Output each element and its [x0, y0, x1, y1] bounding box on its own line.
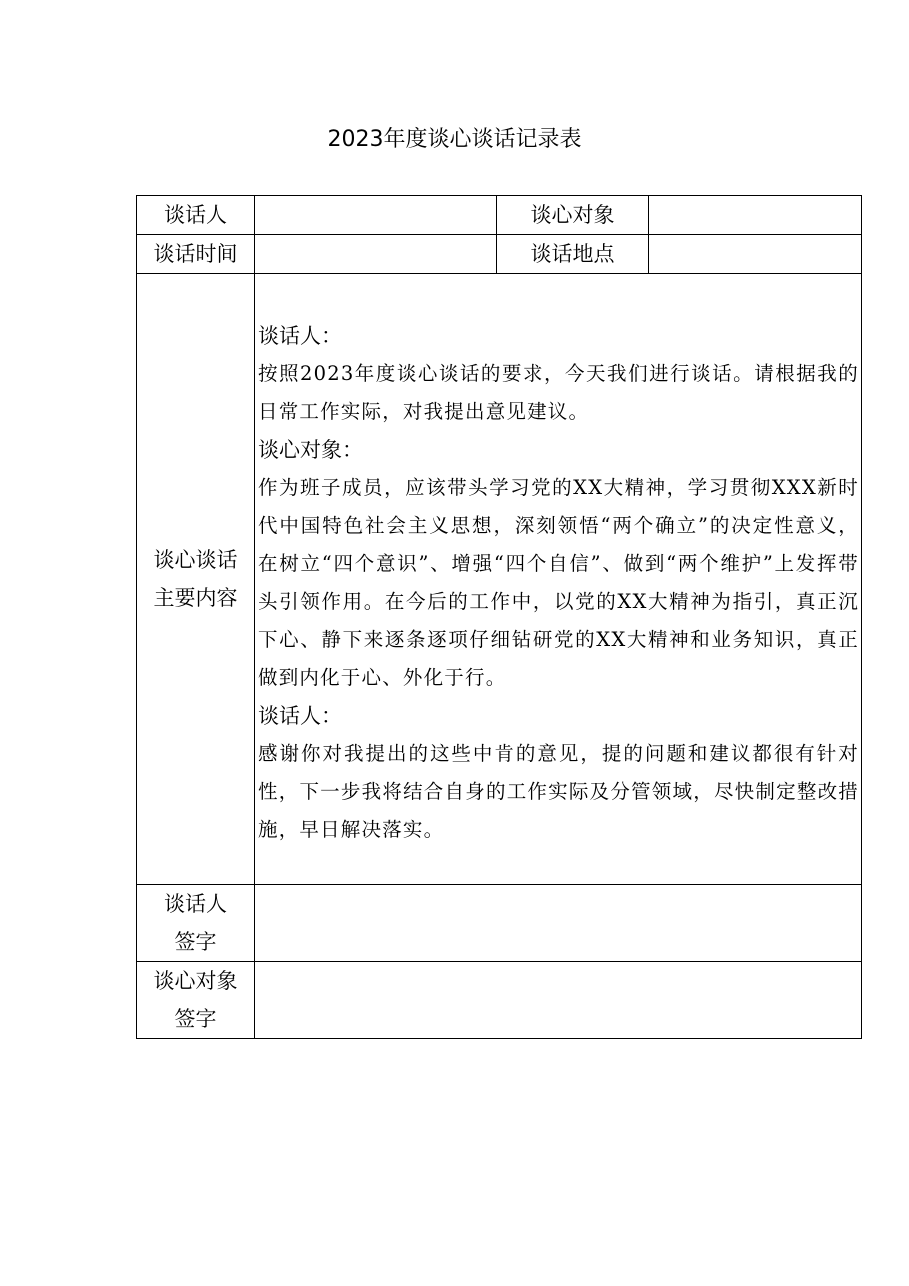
content-paragraph-3: 感谢你对我提出的这些中肯的意见，提的问题和建议都很有针对性，下一步我将结合自身的工作实际及分管领域，尽快制定整改措施，早日解决落实。: [258, 742, 859, 841]
subject-sign-label-line2: 签字: [174, 1007, 217, 1031]
table-row-content: [137, 274, 862, 885]
table-row-talker-sign: [137, 885, 862, 962]
time-label: 谈话时间: [137, 235, 255, 274]
talker-label: 谈话人: [137, 196, 255, 235]
content-label-line1: 谈心谈话: [153, 548, 238, 572]
place-field[interactable]: [649, 235, 862, 274]
content-paragraph-2: 作为班子成员，应该带头学习党的XX大精神，学习贯彻XXX新时代中国特色社会主义思想，深刻领悟“两个确立”的决定性意义，在树立“四个意识”、增强“四个自信”、做到“两个维护”上发挥带头引领作用。在今后的工作中，以党的XX大精神为指引，真正沉下心、静下来逐条逐项仔细钻研党的XX大精神和业务知识，真正做到内化于心、外化于行。: [258, 476, 859, 689]
subject-field[interactable]: [649, 196, 862, 235]
talker-sign-label: [137, 885, 255, 962]
talker-field[interactable]: [255, 196, 497, 235]
time-field[interactable]: [255, 235, 497, 274]
subject-signature-field[interactable]: [255, 962, 862, 1039]
content-field[interactable]: [255, 274, 862, 885]
content-speaker-1: 谈话人：: [258, 324, 342, 348]
table-row-talker: [137, 196, 862, 235]
talker-sign-label-line2: 签字: [174, 930, 217, 954]
subject-sign-label: [137, 962, 255, 1039]
page-title: 2023年度谈心谈话记录表: [327, 127, 582, 152]
table-row-subject-sign: [137, 962, 862, 1039]
subject-label: 谈心对象: [497, 196, 649, 235]
content-speaker-3: 谈话人：: [258, 704, 342, 728]
talk-record-table: [136, 195, 862, 1039]
content-label: [137, 274, 255, 885]
table-row-time-place: [137, 235, 862, 274]
content-paragraph-1: 按照2023年度谈心谈话的要求，今天我们进行谈话。请根据我的日常工作实际，对我提出意见建议。: [258, 362, 859, 423]
content-speaker-2: 谈心对象：: [258, 438, 363, 462]
place-label: 谈话地点: [497, 235, 649, 274]
talker-signature-field[interactable]: [255, 885, 862, 962]
talker-sign-label-line1: 谈话人: [164, 892, 227, 916]
subject-sign-label-line1: 谈心对象: [153, 969, 238, 993]
content-label-line2: 主要内容: [153, 586, 238, 610]
